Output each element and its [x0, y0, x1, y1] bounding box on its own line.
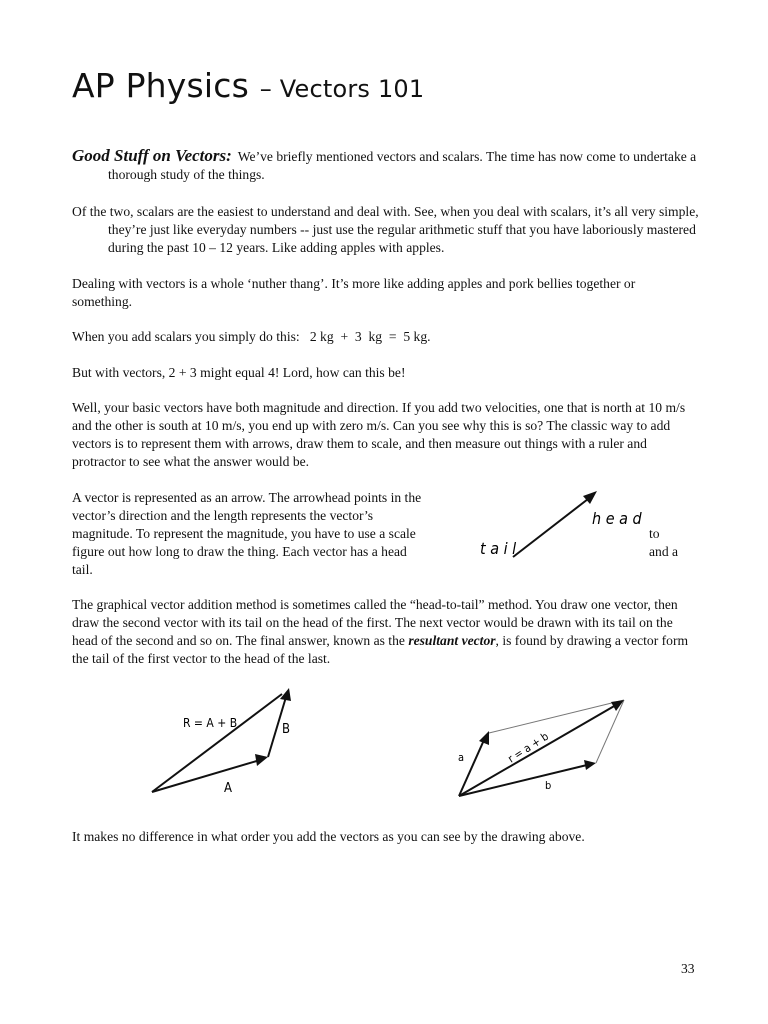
- arrow-line-2: vector’s direction and the length represents the vector’s: [72, 508, 374, 523]
- arrow-line-5: tail.: [72, 562, 93, 577]
- vector-a-head: [479, 731, 489, 745]
- arrow-line-1: A vector is represented as an arrow. The arrowhead points in the: [72, 490, 422, 505]
- intro-text: We’ve briefly mentioned vectors and scalars. The time has now come to undertake a thorough study of the things.: [108, 149, 697, 182]
- arrow-line-3: magnitude. To represent the magnitude, you have to use a scale: [72, 526, 416, 541]
- resultant-vector-term: resultant vector: [408, 633, 496, 648]
- arrow-line-4-end: and a: [649, 544, 679, 559]
- arrow-line-3-end: to: [649, 526, 660, 541]
- page-number: 33: [681, 961, 695, 976]
- vector-a-label: a: [458, 751, 465, 764]
- title-sub: – Vectors 101: [259, 75, 425, 103]
- resultant-line: [459, 705, 616, 796]
- conclusion-paragraph: It makes no difference in what order you add the vectors as you can see by the drawing above.: [72, 829, 585, 844]
- intro-lead: Good Stuff on Vectors:: [72, 146, 232, 165]
- scalar-example: When you add scalars you simply do this: 2 kg + 3 kg = 5 kg.: [72, 329, 431, 344]
- vector-b-line: [459, 765, 587, 796]
- magnitude-direction-paragraph: Well, your basic vectors have both magnitude and direction. If you add two velocities, one that is north at 10 m/s and the other is south at 10 m/s, you end up with zero m/s. Can you see why this is so? The classic way to add vectors is to represent them with arrows, draw them to scale, and then measure out things with a ruler and protractor to see what the answer would be.: [72, 400, 686, 469]
- vector-b-head: [584, 760, 596, 770]
- title-main: AP Physics: [72, 66, 250, 105]
- vector-b-label: b: [545, 779, 552, 792]
- vector-a-label: A: [224, 781, 232, 796]
- head-to-tail-text-a: The graphical vector addition method is sometimes called the “head-to-tail” method. You draw one vector, then draw the second vector with its tail on the head of the first. The next vector would be drawn with its tail on the head of the second and so on. The final answer, known as the: [72, 597, 678, 648]
- head-to-tail-text-c: , is found by drawing a vector form the tail of the first vector to the head of the last.: [72, 633, 689, 666]
- resultant-label: R = A + B: [183, 716, 238, 730]
- vectors-paragraph: Dealing with vectors is a whole ‘nuther thang’. It’s more like adding apples and pork bellies together or something.: [72, 276, 636, 309]
- arrow-line-4: figure out how long to draw the thing. Each vector has a head: [72, 544, 407, 559]
- scalars-paragraph: Of the two, scalars are the easiest to understand and deal with. See, when you deal with scalars, it’s all very simple, they’re just like everyday numbers -- just use the regular arithmetic stuff that you have laboriously mastered during the past 10 – 12 years. Like adding apples with apples.: [72, 204, 699, 255]
- dashed-top-edge: [489, 700, 624, 733]
- resultant-label: r = a + b: [505, 729, 551, 766]
- vector-example: But with vectors, 2 + 3 might equal 4! Lord, how can this be!: [72, 365, 406, 380]
- vector-b-label: B: [282, 722, 291, 737]
- head-label: h e a d: [592, 509, 642, 528]
- tail-label: t a i l: [480, 539, 517, 558]
